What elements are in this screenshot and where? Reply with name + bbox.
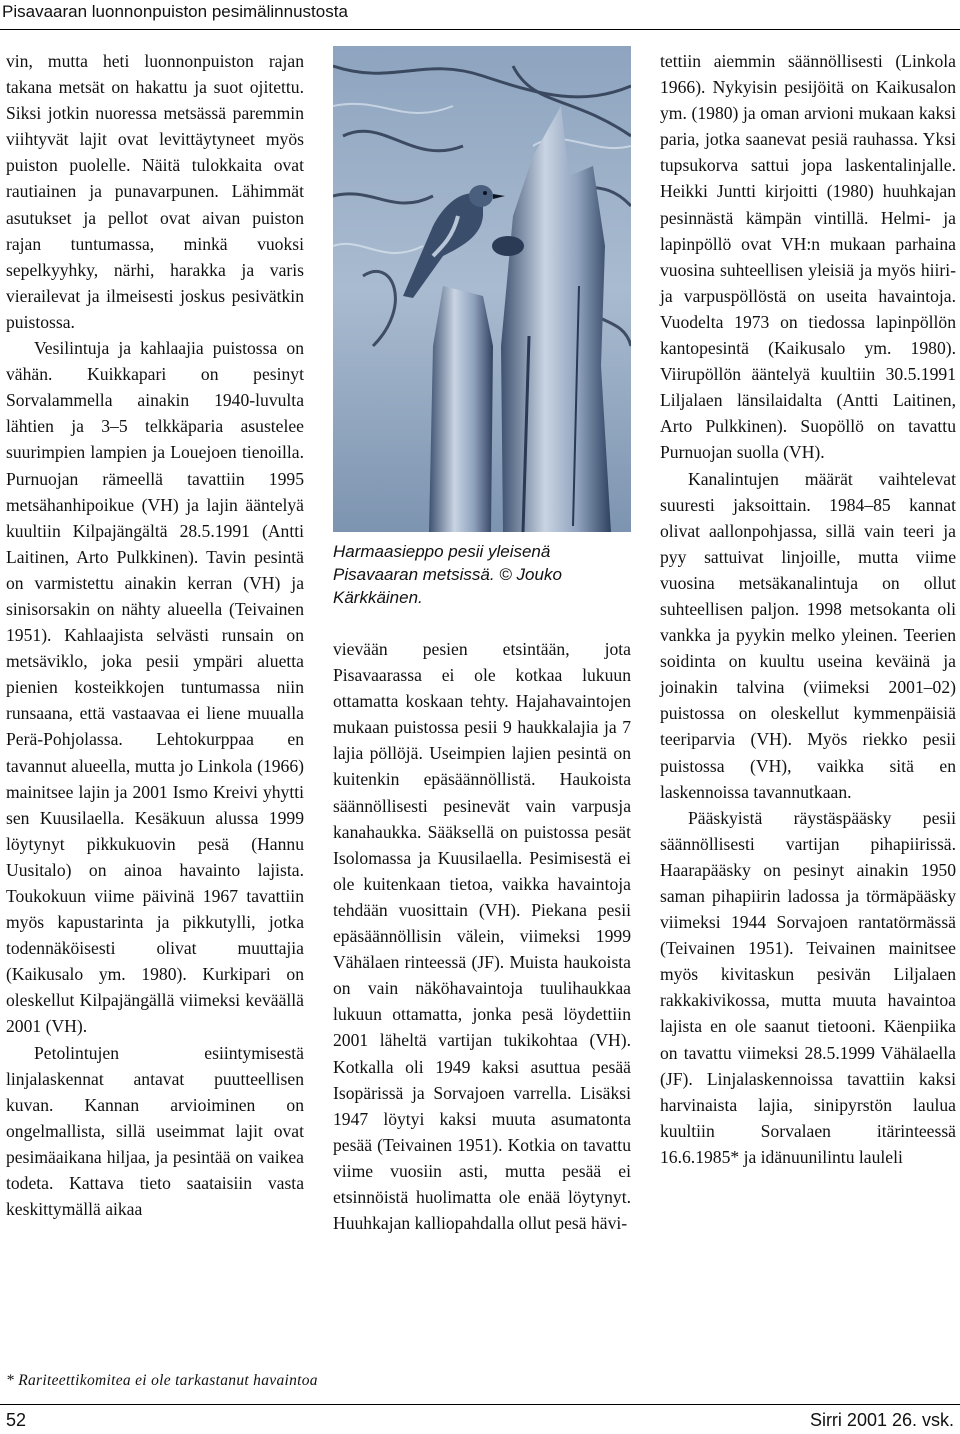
journal-name: Sirri 2001 26. vsk. [809,1410,954,1430]
paragraph: tettiin aiemmin säännöllisesti (Linkola 1966). Nykyisin pesijöitä on Kaikusalon ym. (1980) ja oman arvioni mukaan kaksi paria, jotka saanevat pesiä rauhassa. Yksi tupsukorva sattui jopa laskentalinjalle. Heikki Juntti kirjoitti (1980) huuhkajan pesinnästä kämpän vintillä. Helmi- ja lapinpöllö ovat VH:n mukaan parhaina vuosina suhteellisen yleisiä ja myös hiiri- ja varpuspöllöstä on useita havaintoja. Vuodelta 1973 on tiedossa lapinpöllön kantopesintä (Kaikusalo ym. 1980). Viirupöllön ääntelyä kuultiin 30.5.1991 Liljalaen länsilaidalta (Antti Laitinen, Arto Pulkkinen). Suopöllö on tavattu Purnuojan suolla (VH). [660,51,956,463]
paragraph: Vesilintuja ja kahlaajia puistossa on vähän. Kuikkapari on pesinyt Sorvalammella ainakin 1940-luvulta lähtien ja 3–5 telkkäparia asustelee suurimpien lampien ja Louejoen tienoilla. Purnuojan rämeellä tavattiin 1995 metsähanhipoikue (VH) ja lajin ääntelyä kuultiin Kilpajängältä 28.5.1991 (Antti Laitinen, Arto Pulkkinen). Tavin pesintä on varmistettu ainakin kerran (VH) ja sinisorsakin on nähty alueella (Teivainen 1951). Kahlaajista selvästi runsain on metsäviklo, joka pesii ympäri aluetta pienien kosteikkojen tuntumassa niin runsaana, että vastaavaa ei liene muualla Perä-Pohjolassa. Lehtokurppaa en tavannut alueella, mutta jo Linkola (1966) mainitsee lajin ja 2001 Ismo Kreivi yhytti sen Kuusilaella. Kesäkuun alussa 1999 löytynyt pikkukuovin pesä (Hannu Uusitalo) on ainoa havainto lajista. Toukokuun viime päivinä 1967 tavattiin myös kapustarinta ja pikkutylli, jotka todennäköisesti olivat muuttajia (Kaikusalo ym. 1980). Kurkipari on oleskellut Kilpajängällä viimeksi keväällä 2001 (VH). [6,338,304,1037]
paragraph: vievään pesien etsintään, jota Pisavaarassa ei ole kotkaa lukuun ottamatta koskaan tehty. Hajahavaintojen mukaan puistossa pesii 9 haukkalajia ja 7 lajia pöllöjä. Useimpien lajien pesintä on kuitenkin epäsäännöllistä. Haukoista säännöllisesti pesinevät vain varpusja kanahaukka. Sääksellä on puistossa pesät Isolomassa ja Kuusilaella. Pesimisestä ei ole kuitenkaan tietoa, vaikka havaintoja tehdään vuosittain (VH). Piekana pesii epäsäännöllisin välein, viimeksi 1999 Vähälaen rinteessä (JF). Muista haukoista on vain näköhavaintoja tuulihaukkaa lukuun ottamatta, jonka pesä löydettiin 2001 läheltä vartijan tukikohtaa (VH). Kotkalla oli 1949 kaksi asuttua pesää Isopärissä ja Sorvajoen varrella. Lisäksi 1947 löytyi kaksi muuta asumatonta pesää (Teivainen 1951). Kotkia on tavattu viime vuosiin asti, mutta pesää ei etsinnöistä huolimatta ole enää löytynyt. Huuhkajan kalliopahdalla ollut pesä hävi- [333,639,631,1234]
text-column-right [660,48,956,1170]
paragraph: vin, mutta heti luonnonpuiston rajan takana metsät on hakattu ja suot ojitettu. Siksi jotkin nuoressa metsässä paremmin viihtyvät lajit ovat levittäytyneet myös puiston puolelle. Näitä tulokkaita ovat rautiainen ja punavarpunen. Lähimmät asutukset ja pellot ovat aivan puiston rajan tuntumassa, minkä vuoksi sepelkyyhky, närhi, harakka ja varis vierailevat ja ilmeisesti joskus pesivätkin puistossa. [6,51,304,332]
paragraph: Kanalintujen määrät vaihtelevat suuresti jaksoittain. 1984–85 kannat olivat aallonpohjassa, sillä vain teeri ja pyy sattuivat linjoille, mutta viime vuosina metsäkanalintuja on ollut suhteellisen paljon. 1998 metsokanta oli vankka ja pyykin melko yleinen. Teerien soidinta on kuultu useina keväinä ja joinakin talvina (viimeksi 2001–02) puistossa on oleskellut kymmenpäisiä teeriparvia (VH). Myös riekko pesii puistossa (VH), vaikka sitä en laskennoissa tavannutkaan. [660,468,956,802]
bird-photo [333,46,631,532]
text-column-middle [333,636,631,1236]
footer-rule [0,1404,960,1405]
running-header [0,0,960,30]
bird-photo-icon [333,46,631,532]
page-number: 52 [6,1410,27,1430]
running-header-title: Pisavaaran luonnonpuiston pesimälinnustosta [2,2,348,21]
paragraph: Pääskyistä räystäspääsky pesii säännöllisesti vartijan pihapiirissä. Haarapääsky on pesinyt ainakin 1950 saman pihapiirin ladossa ja törmäpääsky viimeksi 1944 Sorvajoen rantatörmässä (Teivainen 1951). Teivainen mainitsee myös kivitaskun pesivän Liljalaen rakkakivikossa, mutta muuta havaintoa lajista en ole saanut tietooni. Käenpiika on tavattu viimeksi 28.5.1999 Vähälaella (JF). Linjalaskennoissa tavattiin kaksi harvinaista lajia, sinipyrstön laulua kuultiin Sorvalaen itärinteessä 16.6.1985* ja idänuunilintu lauleli [660,807,956,1167]
paragraph: Petolintujen esiintymisestä linjalaskennat antavat puutteellisen kuvan. Kannan arvioiminen on ongelmallista, sillä useimmat lajit ovat pesimäaikana hiljaa, ja pesintää on vaikea todeta. Kattava tieto saataisiin vasta keskittymällä aikaa [6,1042,304,1220]
photo-caption: Harmaasieppo pesii yleisenä Pisavaaran metsissä. © Jouko Kärkkäinen. [333,542,562,607]
text-column-left [6,48,304,1222]
footnote: * Rariteettikomitea ei ole tarkastanut havaintoa [6,1372,318,1389]
